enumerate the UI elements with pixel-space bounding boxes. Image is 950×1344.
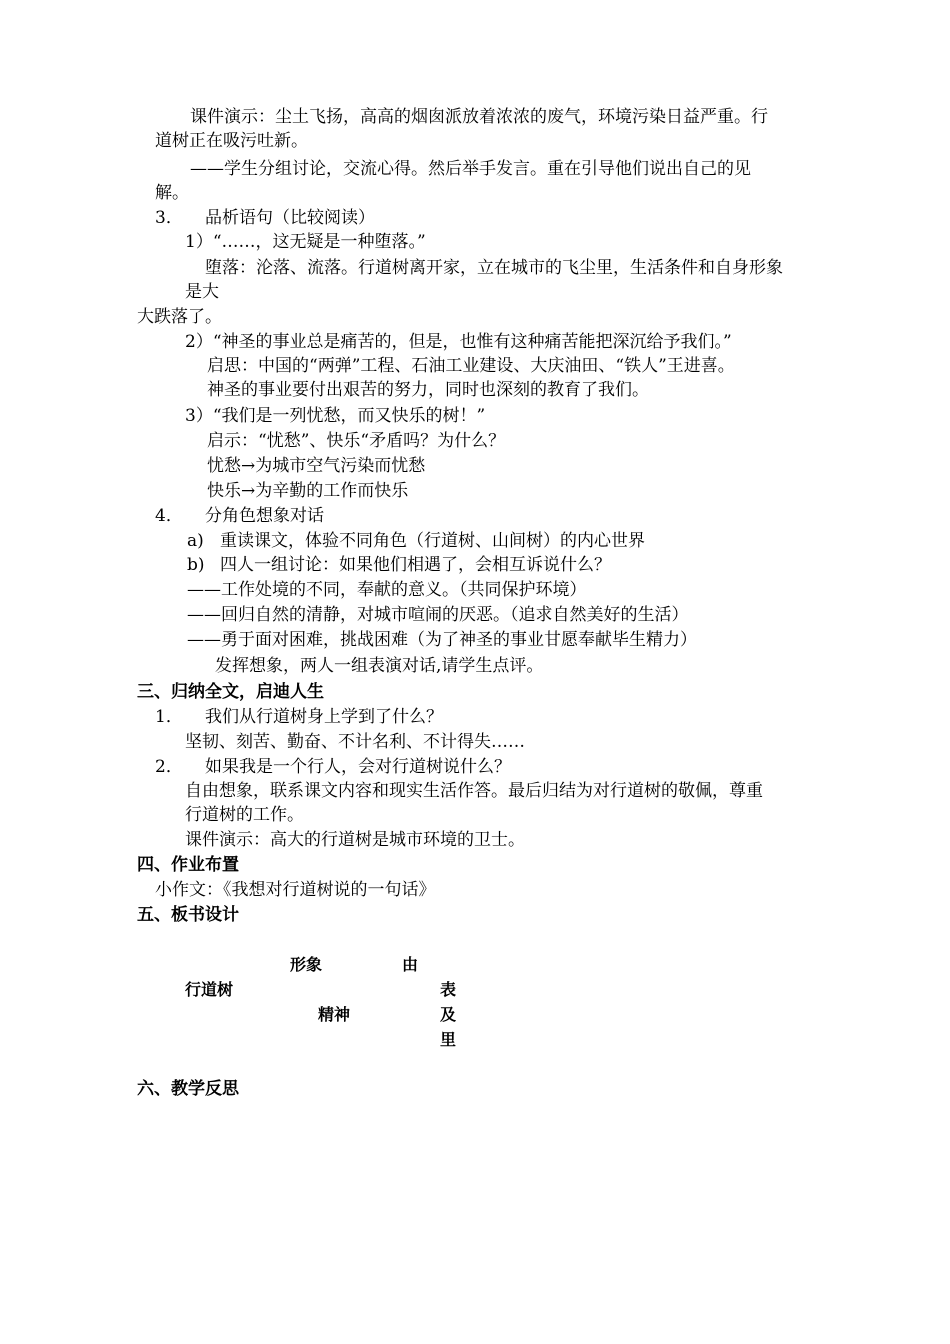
list-number: 1． [155,707,183,727]
text-line: 堕落：沦落、流落。行道树离开家，立在城市的飞尘里，生活条件和自身形象 [205,258,783,278]
board-biao: 表 [440,980,457,999]
text-line: ——学生分组讨论，交流心得。然后举手发言。重在引导他们说出自己的见 [190,159,751,179]
text-line: 小作文：《我想对行道树说的一句话》 [155,880,436,900]
text-line: 我们从行道树身上学到了什么？ [205,707,443,727]
text-line: 发挥想象，两人一组表演对话,请学生点评。 [215,656,544,676]
text-line: ——工作处境的不同，奉献的意义。（共同保护环境） [187,580,587,600]
text-line: 课件演示：尘土飞扬，高高的烟囱派放着浓浓的废气，环境污染日益严重。行 [190,107,768,127]
section-title: 三、归纳全文，启迪人生 [137,682,324,702]
text-line: 道树正在吸污吐新。 [155,131,308,151]
section-heading: 分角色想象对话 [205,506,324,526]
text-line: 自由想象，联系课文内容和现实生活作答。最后归结为对行道树的敬佩，尊重 [185,781,763,801]
board-li: 里 [440,1030,457,1049]
list-number: b) [187,555,205,575]
text-line: 课件演示：高大的行道树是城市环境的卫士。 [185,830,525,850]
text-line: ——勇于面对困难，挑战困难（为了神圣的事业甘愿奉献毕生精力） [187,630,697,650]
text-line: 如果我是一个行人，会对行道树说什么？ [205,757,511,777]
list-number: a) [187,531,204,551]
text-line: 重读课文，体验不同角色（行道树、山间树）的内心世界 [220,531,645,551]
text-line: 忧愁→为城市空气污染而忧愁 [207,456,426,476]
list-number: 4． [155,506,183,526]
board-jingshen: 精神 [318,1005,351,1024]
text-line: 大跌落了。 [137,307,222,327]
board-xingdaoshu: 行道树 [185,980,234,999]
quote-line: 2）“神圣的事业总是痛苦的，但是，也惟有这种痛苦能把深沉给予我们。” [185,332,732,352]
board-you: 由 [402,955,419,974]
section-heading: 品析语句（比较阅读） [205,208,375,228]
text-line: 启思：中国的“两弹”工程、石油工业建设、大庆油田、“铁人”王进喜。 [207,356,735,376]
list-number: 3． [155,208,183,228]
text-line: 是大 [185,282,219,302]
board-ji: 及 [440,1005,457,1024]
text-line: 神圣的事业要付出艰苦的努力，同时也深刻的教育了我们。 [207,380,649,400]
text-line: 坚韧、刻苦、勤奋、不计名利、不计得失…… [185,732,525,752]
quote-line: 1）“……，这无疑是一种堕落。” [185,232,426,252]
text-line: 四人一组讨论：如果他们相遇了，会相互诉说什么？ [220,555,611,575]
text-line: 启示：“忧愁”、快乐“矛盾吗？为什么？ [207,431,506,451]
section-title: 四、作业布置 [137,855,239,875]
section-title: 六、教学反思 [137,1079,239,1099]
board-xingxiang: 形象 [290,955,323,974]
text-line: 解。 [155,183,189,203]
text-line: 行道树的工作。 [185,805,304,825]
text-line: ——回归自然的清静，对城市喧闹的厌恶。（追求自然美好的生活） [187,605,689,625]
quote-line: 3）“我们是一列忧愁，而又快乐的树！” [185,406,486,426]
section-title: 五、板书设计 [137,905,239,925]
text-line: 快乐→为辛勤的工作而快乐 [207,481,409,501]
list-number: 2． [155,757,183,777]
